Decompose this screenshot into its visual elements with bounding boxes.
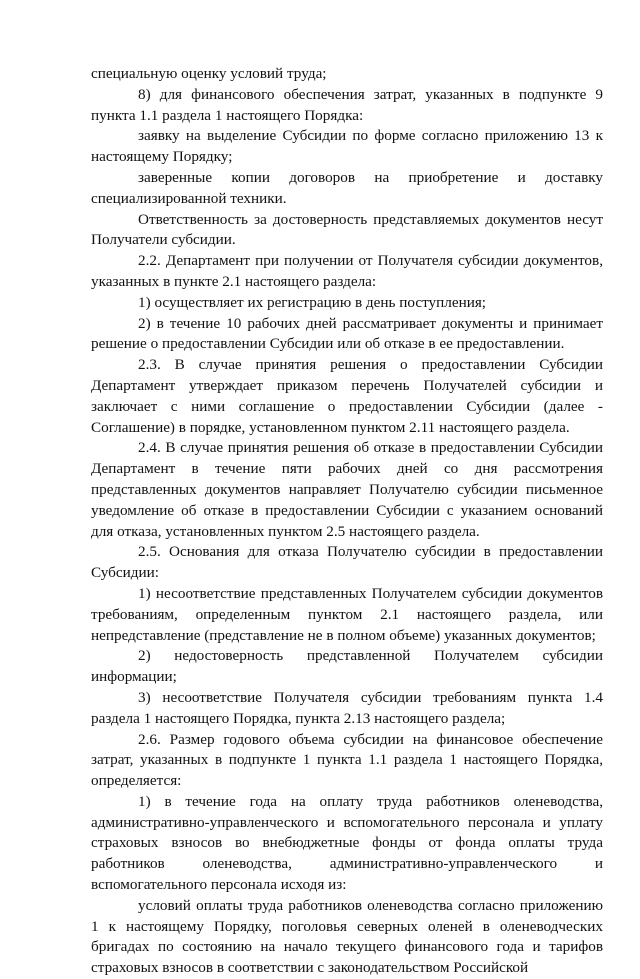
paragraph: 2.4. В случае принятия решения об отказе в предоставлении Субсидии Департамент в течение пяти рабочих дней со дня рассмотрения представленных документов направляет Получателю субсидии письменное уведомление об отказе в предоставлении Субсидии с указанием оснований для отказа, установленных пунктом 2.5 настоящего раздела. — [91, 439, 603, 540]
paragraph: 2) в течение 10 рабочих дней рассматривает документы и принимает решение о предоставлении Субсидии или об отказе в ее предоставлении. — [91, 314, 603, 353]
paragraph: 8) для финансового обеспечения затрат, указанных в подпункте 9 пункта 1.1 раздела 1 настоящего Порядка: — [91, 85, 603, 124]
paragraph: 1) осуществляет их регистрацию в день поступления; — [138, 293, 487, 311]
paragraph: 1) в течение года на оплату труда работников оленеводства, административно-управленческого и вспомогательного персонала и уплату страховых взносов во внебюджетные фонды от фонда оплаты труда работников оленеводства, административно-управленческого и вспомогательного персонала исходя из: — [91, 792, 603, 894]
paragraph: 2.5. Основания для отказа Получателю субсидии в предоставлении Субсидии: — [91, 543, 603, 582]
document-body — [91, 64, 603, 979]
paragraph: заявку на выделение Субсидии по форме согласно приложению 13 к настоящему Порядку; — [91, 127, 603, 166]
paragraph: 1) несоответствие представленных Получателем субсидии документов требованиям, определенным пунктом 2.1 настоящего раздела, или непредставление (представление не в полном объеме) указанных документов; — [91, 584, 603, 644]
paragraph: Ответственность за достоверность представляемых документов несут Получатели субсидии. — [91, 210, 603, 249]
paragraph: 2) недостоверность представленной Получателем субсидии информации; — [91, 647, 603, 686]
paragraph: условий оплаты труда работников оленеводства согласно приложению 1 к настоящему Порядку, поголовья северных оленей в оленеводческих бригадах по состоянию на начало текущего финансового года и тарифов страховых взносов в соответствии с законодательством Российской — [91, 896, 603, 977]
paragraph: 2.3. В случае принятия решения о предоставлении Субсидии Департамент утверждает приказом перечень Получателей субсидии и заключает с ними соглашение о предоставлении Субсидии (далее - Соглашение) в порядке, установленном пунктом 2.11 настоящего раздела. — [91, 356, 603, 436]
paragraph: специальную оценку условий труда; — [91, 65, 327, 82]
paragraph: 2.2. Департамент при получении от Получателя субсидии документов, указанных в пункте 2.1 настоящего раздела: — [91, 252, 603, 290]
paragraph: 2.6. Размер годового объема субсидии на финансовое обеспечение затрат, указанных в подпункте 1 пункта 1.1 раздела 1 настоящего Порядка, определяется: — [91, 730, 603, 790]
paragraph: заверенные копии договоров на приобретение и доставку специализированной техники. — [91, 168, 603, 207]
paragraph: 3) несоответствие Получателя субсидии требованиям пункта 1.4 раздела 1 настоящего Порядка, пункта 2.13 настоящего раздела; — [91, 688, 603, 727]
